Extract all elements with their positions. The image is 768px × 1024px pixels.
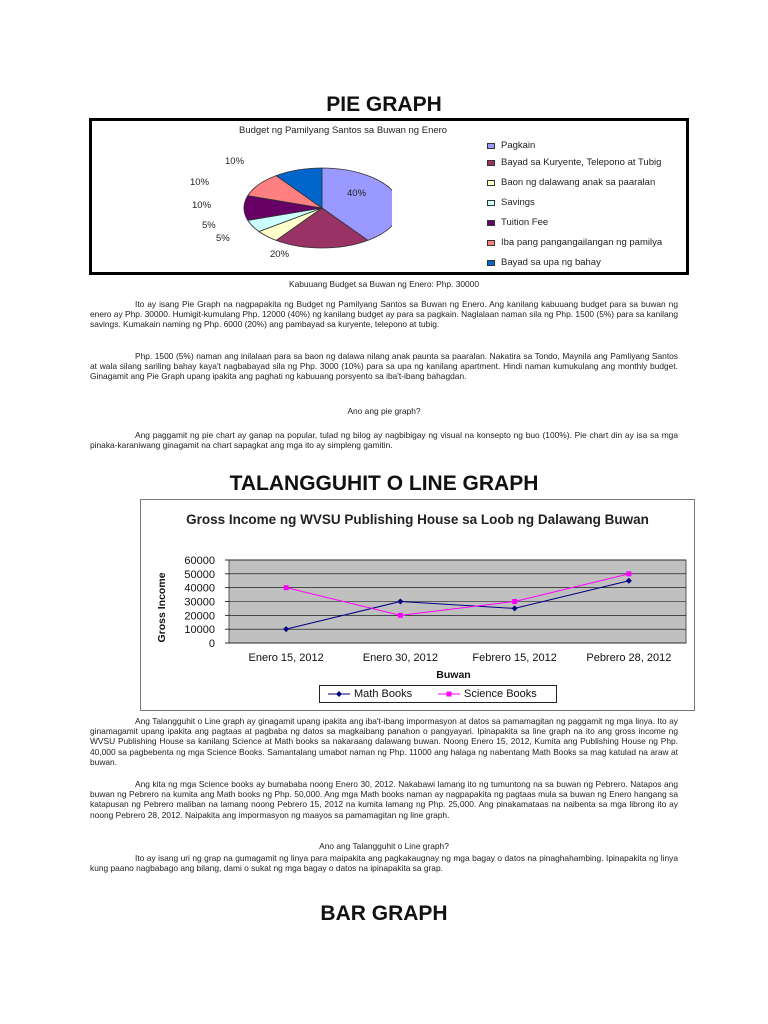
pie-legend-label: Bayad sa upa ng bahay [501,257,601,268]
pie-legend-label: Iba pang pangangailangan ng pamilya [501,237,663,248]
pie-legend-label: Pagkain [501,140,536,151]
pie-label-2: 20% [270,249,290,260]
bar-graph-heading: BAR GRAPH [320,902,448,925]
pie-chart [92,121,392,272]
legend-math-books: Math Books [354,688,413,700]
pie-legend-label: Baon ng dalawang anak sa paaralan [501,177,656,188]
line-paragraph-2: Ang kita ng mga Science books ay bumababa noong Enero 30, 2012. Nakabawi lamang ito ng tumuntong na sa buwan ng Pebrero. Natapos ang buwan ng Pebrero na kumita ang Math books ng Php. 50,000. Ang mga Math books naman ay nagpapakita ng pagtaas mula sa buwan ng Enero hangang sa katapusan ng Pebrero maliban na lamang noong Pebrero 15, 2012 na kumita lamang ng Php. 25,000. Ang pinakamataas na naibenta sa mga librong ito ay noong Pebrero 28, 2012. Naipakita ang impormasyon ng maayos sa pamamagitan ng line graph. [90,779,678,820]
line-question: Ano ang Talangguhit o Line graph? [319,841,449,851]
y-tick-label: 30000 [184,596,215,609]
y-axis-label: Gross Income [156,572,168,643]
y-tick-label: 40000 [184,582,215,595]
pie-paragraph-2: Php. 1500 (5%) naman ang inilalaan para sa baon ng dalawa nilang anak paunta sa paaralan. Nakatira sa Tondo, Maynila ang Pamliyang Santos at wala silang sariling bahay kaya't nagbabayad sila ng Php. 3000 (10%) para sa upa ng kanilang apartment. Hindi naman kumukulang ang monthly budget. Ginagamit ang Pie Graph upang ipakita ang paghati ng kabuuang porsyento sa iba't-ibang bahagdan. [90,351,678,382]
line-paragraph-1: Ang Talangguhit o Line graph ay ginagamit upang ipakita ang iba't-ibang impormasyon at datos sa pamamagitan ng paggamit ng mga linya. Ito ay ginamagamit upang ipakita ang pagtaas at pagbaba ng datos sa magkaibang panahon o pangyayari. Ipinapakita sa line graph na ito ang gross income ng WVSU Publishing House sa kanilang Science at Math books sa nakaraang dalawang buwan. Noong Enero 15, 2012, Kumita ang Publishing House ng Php. 40,000 sa pagbebenta ng mga Science Books. Samantalang umabot naman ng Php. 11000 ang halaga ng nabentang Math Books sa mag katulad na araw at buwan. [90,716,678,767]
pie-label-6: 10% [190,177,210,188]
pie-chart-title: Budget ng Pamilyang Santos sa Buwan ng Enero [239,125,448,136]
y-tick-label: 20000 [184,610,215,623]
pie-label-4: 5% [202,220,216,231]
line-chart-frame [140,499,695,711]
y-tick-label: 0 [208,638,215,650]
pie-chart-frame [89,118,689,275]
pie-answer: Ang paggamit ng pie chart ay ganap na popular, tulad ng bilog ay nagbibigay ng visual na konsepto ng buo (100%). Pie chart din ay isa sa mga pinaka-karaniwang ginagamit na chart sapagkat ang mga ito ay simpleng gamitin. [90,430,678,451]
pie-legend-label: Tuition Fee [501,217,549,228]
pie-label-7: 10% [225,156,245,167]
pie-legend-swatch [487,240,495,246]
science-books-point [512,599,517,604]
pie-legend-swatch [487,200,495,206]
x-tick-label: Enero 15, 2012 [248,652,324,664]
science-books-point [398,613,403,618]
pie-legend-label: Bayad sa Kuryente, Telepono at Tubig [501,157,662,168]
science-books-point [626,571,631,576]
pie-label-1: 40% [347,188,367,199]
pie-legend-swatch [487,160,495,166]
y-tick-label: 10000 [184,624,215,637]
x-tick-label: Pebrero 28, 2012 [586,652,672,664]
line-graph-heading: TALANGGUHIT O LINE GRAPH [229,472,539,495]
y-tick-label: 60000 [184,555,215,567]
pie-legend-swatch [487,180,495,186]
line-chart [141,500,694,710]
pie-caption: Kabuuang Budget sa Buwan ng Enero: Php. 30000 [289,279,479,289]
legend-science-marker [447,692,452,697]
x-tick-label: Enero 30, 2012 [362,652,438,664]
line-answer: Ito ay isang uri ng grap na gumagamit ng linya para maipakita ang pagkakaugnay ng mga bagay o datos na pinaghahambing. Ipinapakita ng linya kung paano nagbabago ang bilang, dami o sukat ng mga bagay o datos na ipinapakita sa grap. [90,853,678,874]
pie-paragraph-1: Ito ay isang Pie Graph na nagpapakita ng Budget ng Pamilyang Santos sa Buwan ng Enero. Ang kanilang kabuuang budget para sa buwan ng enero ay Php. 30000. Humigit-kumulang Php. 12000 (40%) ng kanilang budget ay para sa pagkain. Naglalaan naman sila ng Php. 1500 (5%) para sa kanilang savings. Kumakain naming ng Php. 6000 (20%) ang pambayad sa kuryente, telepono at tubig. [90,299,678,330]
pie-label-5: 10% [192,200,212,211]
pie-label-3: 5% [216,233,230,244]
pie-legend-label: Savings [501,197,535,208]
x-tick-label: Febrero 15, 2012 [472,652,557,664]
legend-science-books: Science Books [464,688,537,700]
pie-legend-swatch [487,260,495,266]
line-legend [319,685,557,703]
x-axis-label: Buwan [436,669,471,681]
pie-graph-heading: PIE GRAPH [326,93,442,116]
pie-legend-swatch [487,220,495,226]
pie-question: Ano ang pie graph? [347,406,421,416]
legend-math-marker [336,691,342,697]
y-tick-label: 50000 [184,568,215,581]
science-books-point [284,585,289,590]
line-chart-title: Gross Income ng WVSU Publishing House sa Loob ng Dalawang Buwan [186,512,649,527]
pie-legend-swatch [487,143,495,149]
